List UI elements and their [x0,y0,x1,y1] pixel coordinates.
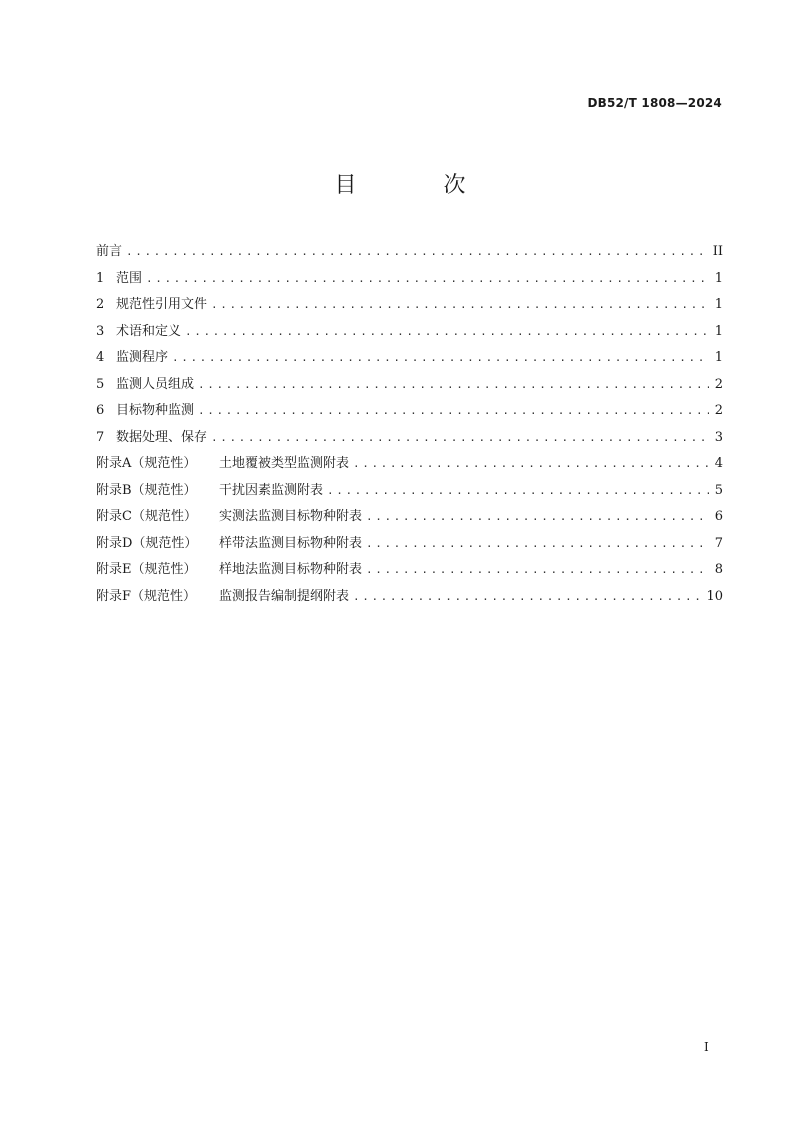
toc-item-page: 4 [714,456,723,471]
toc-item-page: 7 [714,535,723,551]
appendix-title: 实测法监测目标物种附表 [219,509,363,524]
toc-item-title: 监测人员组成 [116,376,195,392]
toc-leader-dots [353,451,709,478]
toc-item-section[interactable] [96,319,723,346]
toc-item-appendix[interactable] [96,451,723,478]
toc-leader-dots [185,319,709,346]
toc-leader-dots [198,398,709,425]
toc-item-title: 监测程序 [116,350,169,365]
appendix-prefix: 附录F（规范性） [96,588,197,604]
toc-item-title: 目标物种监测 [116,403,195,418]
toc-item-title: 数据处理、保存 [116,429,208,445]
toc-item-section[interactable] [96,425,723,452]
toc-item-page: 2 [714,403,723,418]
toc-item-label [96,451,349,478]
toc-item-number: 6 [96,403,105,418]
toc-item-label [96,292,207,319]
toc-item-title: 术语和定义 [116,323,182,339]
appendix-title: 土地覆被类型监测附表 [219,456,350,471]
appendix-prefix: 附录D（规范性） [96,535,198,551]
page-number: I [704,1040,709,1054]
appendix-title: 监测报告编制提纲附表 [219,588,350,604]
toc-item-page: 10 [706,588,723,604]
toc-item-page: 1 [714,270,723,286]
toc-leader-dots [172,345,709,372]
toc-item-label [96,425,207,452]
toc-item-number: 4 [96,350,105,365]
toc-leader-dots [146,266,709,293]
toc-item-section[interactable] [96,266,723,293]
toc-item-appendix[interactable] [96,557,723,584]
toc-item-appendix[interactable] [96,584,723,611]
toc-item-number: 7 [96,429,105,445]
toc-item-title: 规范性引用文件 [116,297,208,312]
toc-leader-dots [126,239,709,266]
toc-item-section[interactable] [96,398,723,425]
appendix-title: 样地法监测目标物种附表 [219,562,363,577]
appendix-title: 干扰因素监测附表 [219,482,324,498]
toc-item-section[interactable] [96,292,723,319]
toc-item-appendix[interactable] [96,531,723,558]
toc-leader-dots [366,531,709,558]
toc-item-number: 2 [96,297,105,312]
toc-item-section[interactable] [96,372,723,399]
toc-item-label [96,531,362,558]
standard-code: DB52/T 1808—2024 [587,96,722,110]
table-of-contents [96,239,723,610]
toc-item-label [96,584,349,611]
toc-item-label [96,478,323,505]
toc-leader-dots [353,584,702,611]
appendix-prefix: 附录B（规范性） [96,482,197,498]
toc-item-page: 6 [714,509,723,524]
toc-leader-dots [366,557,709,584]
toc-item-label [96,398,194,425]
toc-item-page: 1 [714,297,723,312]
toc-item-page: 2 [714,376,723,392]
toc-leader-dots [211,425,709,452]
toc-item-label [96,557,362,584]
toc-leader-dots [198,372,709,399]
toc-item-section[interactable] [96,345,723,372]
toc-item-label: 前言 [96,244,123,259]
toc-item-appendix[interactable] [96,478,723,505]
page-title: 目 次 [334,173,506,198]
toc-item-title: 范围 [116,270,143,286]
toc-item-label [96,319,181,346]
toc-item-label [96,345,168,372]
toc-item-page: 5 [714,482,723,498]
appendix-title: 样带法监测目标物种附表 [219,535,363,551]
toc-item-number: 5 [96,376,105,392]
appendix-prefix: 附录E（规范性） [96,562,197,577]
appendix-prefix: 附录A（规范性） [96,456,197,471]
toc-item-page: 3 [714,429,723,445]
toc-leader-dots [211,292,709,319]
toc-item-preface[interactable] [96,239,723,266]
toc-item-label [96,372,194,399]
toc-item-page: II [712,244,723,259]
toc-leader-dots [366,504,709,531]
toc-leader-dots [327,478,709,505]
toc-item-page: 1 [714,323,723,339]
toc-item-page: 1 [714,350,723,365]
toc-item-label [96,266,142,293]
toc-item-number: 3 [96,323,105,339]
toc-item-appendix[interactable] [96,504,723,531]
toc-item-number: 1 [96,270,105,286]
toc-item-page: 8 [714,562,723,577]
appendix-prefix: 附录C（规范性） [96,509,197,524]
toc-item-label [96,504,362,531]
